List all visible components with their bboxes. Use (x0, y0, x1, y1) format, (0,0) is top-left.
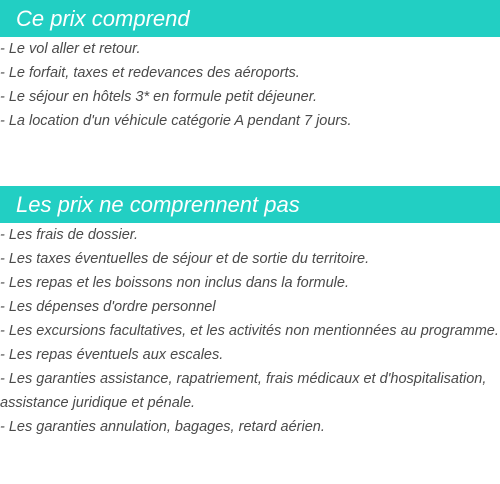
includes-list (0, 37, 500, 133)
includes-item: - Le forfait, taxes et redevances des aéroports. (0, 65, 300, 81)
excludes-item: - Les garanties annulation, bagages, retard aérien. (0, 419, 325, 435)
excludes-header (0, 186, 500, 223)
excludes-title: Les prix ne comprennent pas (16, 191, 300, 217)
excludes-item: - Les taxes éventuelles de séjour et de sortie du territoire. (0, 251, 370, 267)
includes-item: - Le séjour en hôtels 3* en formule petit déjeuner. (0, 89, 318, 105)
excludes-item: - Les garanties assistance, rapatriement, frais médicaux et d'hospitalisation, (0, 371, 487, 387)
excludes-item: - Les excursions facultatives, et les activités non mentionnées au programme. (0, 323, 499, 339)
includes-item: - Le vol aller et retour. (0, 41, 141, 57)
includes-header (0, 0, 500, 37)
includes-title: Ce prix comprend (16, 5, 190, 31)
excludes-item-continuation: assistance juridique et pénale. (0, 395, 196, 411)
includes-item: - La location d'un véhicule catégorie A pendant 7 jours. (0, 113, 352, 129)
excludes-list (0, 223, 500, 439)
excludes-item: - Les repas éventuels aux escales. (0, 347, 224, 363)
excludes-item: - Les dépenses d'ordre personnel (0, 299, 216, 315)
excludes-item: - Les frais de dossier. (0, 227, 139, 243)
excludes-item: - Les repas et les boissons non inclus dans la formule. (0, 275, 349, 291)
